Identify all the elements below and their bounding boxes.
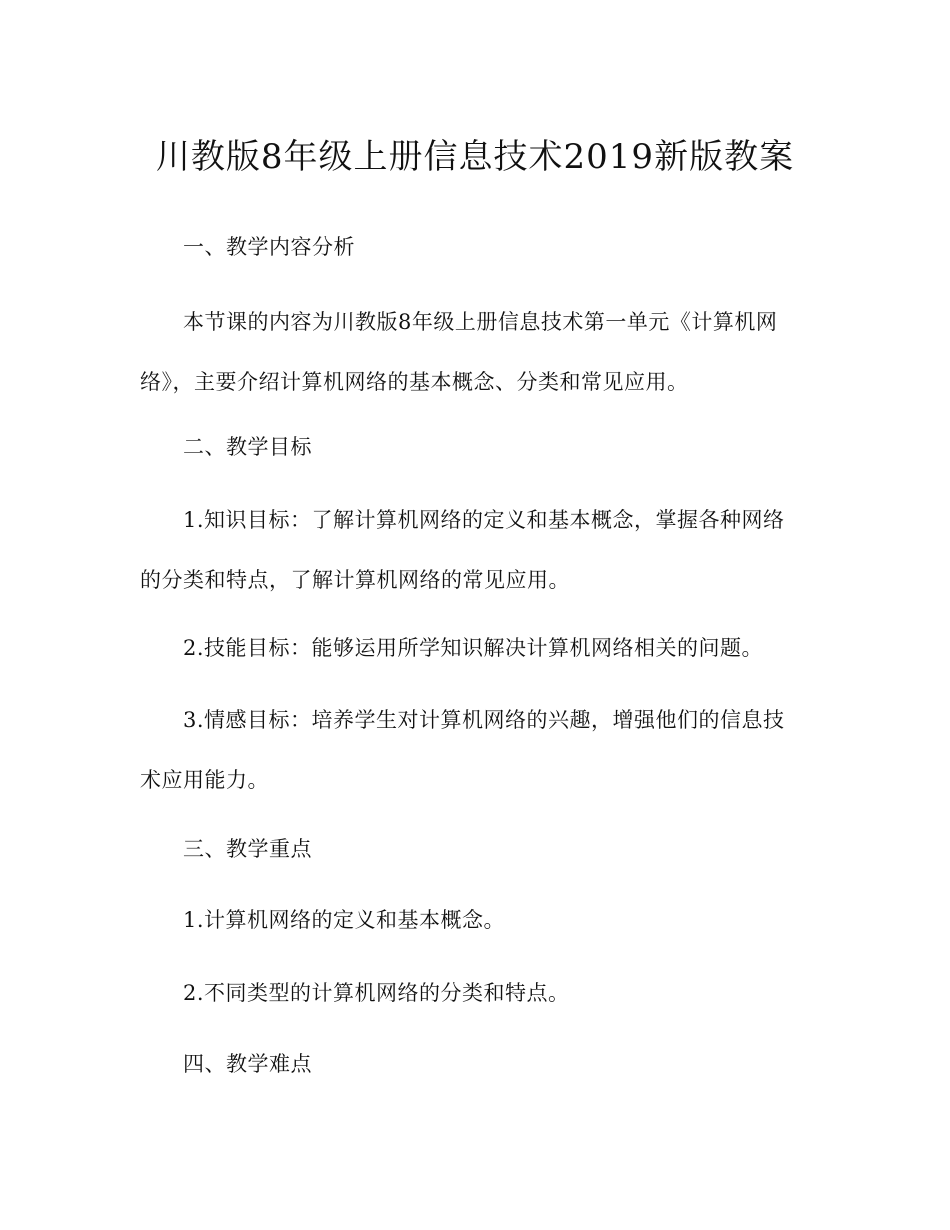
objective-item-emotion: 3.情感目标：培养学生对计算机网络的兴趣，增强他们的信息技术应用能力。: [140, 708, 785, 792]
section-heading-key-points: 三、教学重点: [183, 837, 312, 861]
section-heading-content-analysis: 一、教学内容分析: [183, 235, 355, 259]
objective-item-skill: 2.技能目标：能够运用所学知识解决计算机网络相关的问题。: [183, 636, 764, 660]
objective-item-knowledge: 1.知识目标：了解计算机网络的定义和基本概念，掌握各种网络的分类和特点，了解计算机网络的常见应用。: [140, 508, 785, 592]
content-analysis-paragraph: 本节课的内容为川教版8年级上册信息技术第一单元《计算机网络》，主要介绍计算机网络的基本概念、分类和常见应用。: [140, 310, 778, 394]
document-title: 川教版8年级上册信息技术2019新版教案: [155, 137, 795, 177]
section-heading-objectives: 二、教学目标: [183, 435, 312, 459]
key-point-item-classification: 2.不同类型的计算机网络的分类和特点。: [183, 981, 570, 1005]
key-point-item-definition: 1.计算机网络的定义和基本概念。: [183, 908, 506, 932]
section-heading-difficulties: 四、教学难点: [183, 1052, 312, 1076]
